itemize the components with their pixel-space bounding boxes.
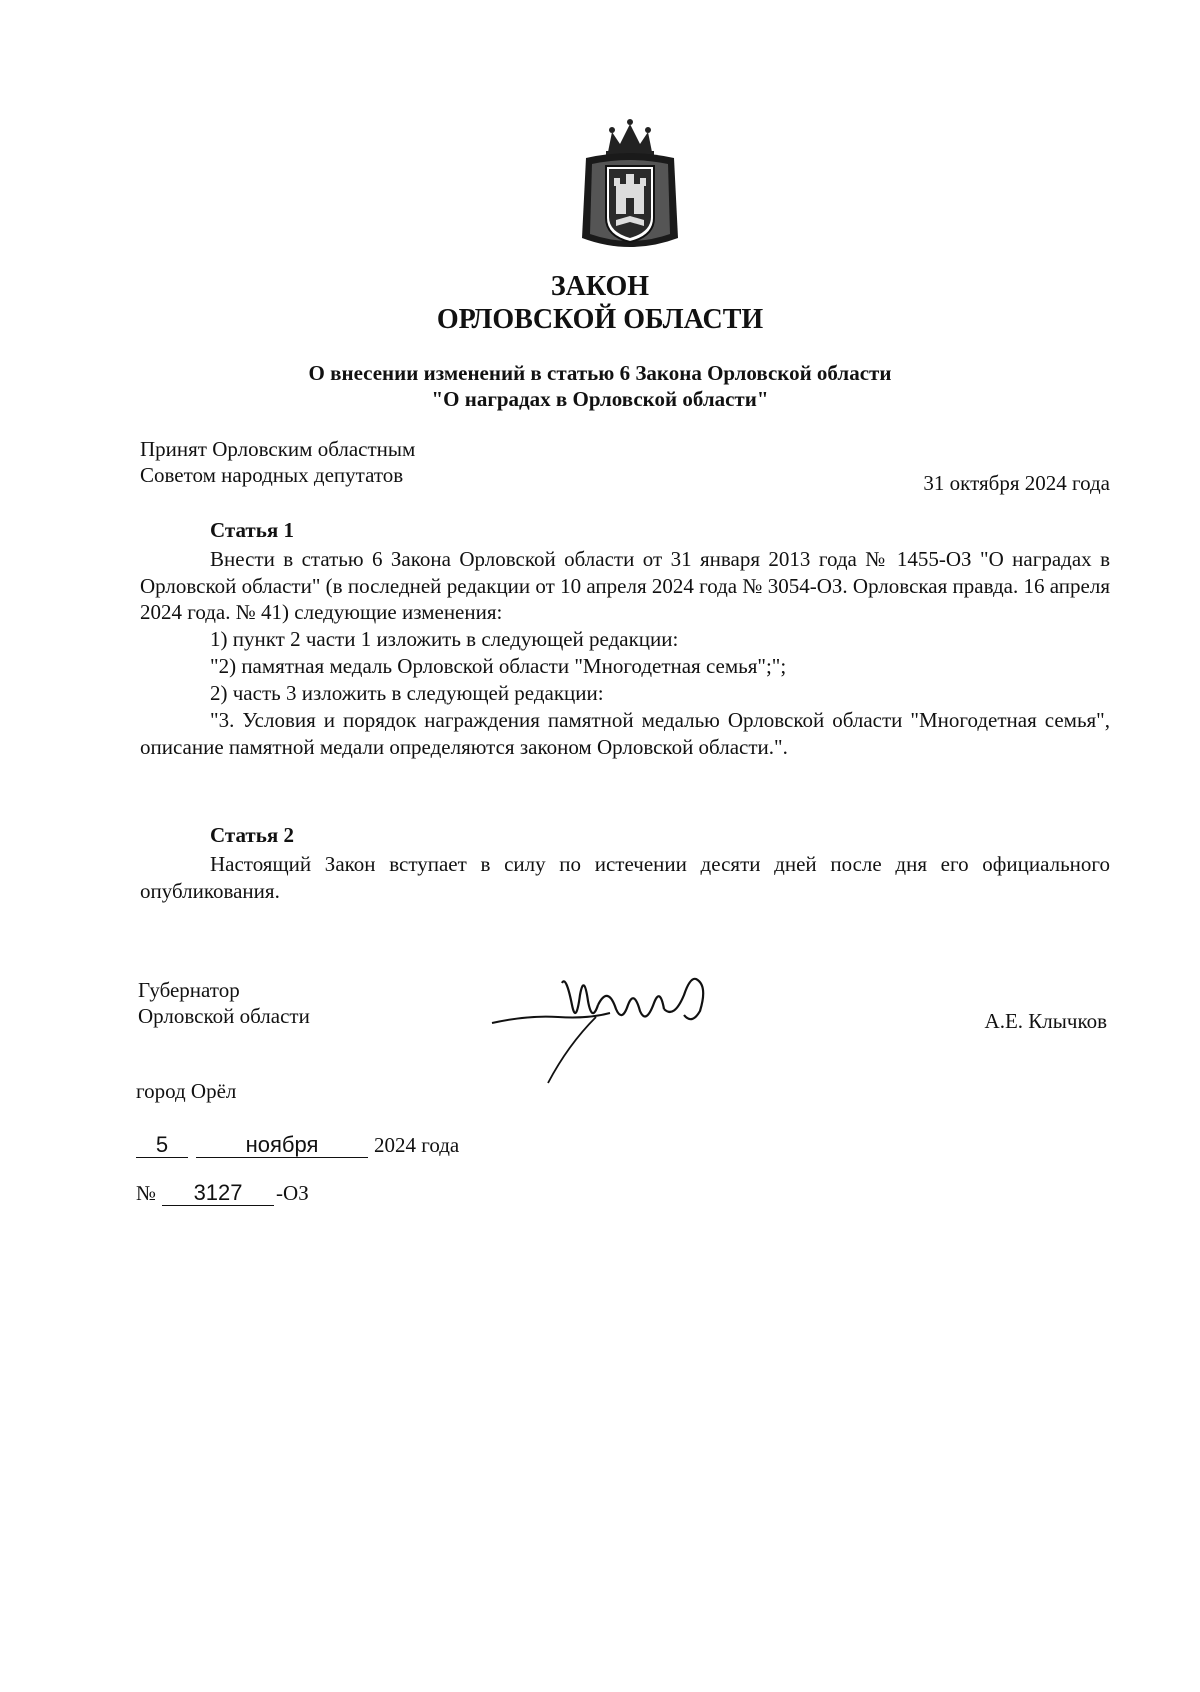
law-subtitle [0, 360, 1200, 412]
law-number [136, 1180, 309, 1206]
signing-year: 2024 года [374, 1133, 460, 1157]
article1-item1: 1) пункт 2 части 1 изложить в следующей редакции: [210, 627, 679, 651]
article1-item2: 2) часть 3 изложить в следующей редакции: [210, 681, 604, 705]
city-of-signing: город Орёл [136, 1079, 237, 1103]
handwritten-signature [488, 965, 728, 1087]
signatory-name: А.Е. Клычков [984, 1009, 1107, 1033]
adoption-date: 31 октября 2024 года [923, 471, 1110, 495]
law-title-line1: ЗАКОН [550, 271, 650, 302]
law-number-value: 3127 [162, 1181, 274, 1206]
signing-day: 5 [136, 1133, 188, 1158]
article1-item1-text: "2) памятная медаль Орловской области "Многодетная семья";"; [210, 654, 787, 678]
signatory-title-line2: Орловской области [138, 1004, 310, 1028]
signing-date [136, 1132, 459, 1158]
article2-text: Настоящий Закон вступает в силу по истечении десяти дней после дня его официального опубликования. [140, 852, 1110, 903]
adoption-line1: Принят Орловским областным [140, 437, 416, 461]
signing-month: ноября [196, 1133, 368, 1158]
article1-item2-text: "3. Условия и порядок награждения памятной медалью Орловской области "Многодетная семья", описание памятной медали определяются законом Орловской области.". [140, 708, 1110, 759]
law-number-suffix: -ОЗ [276, 1181, 309, 1205]
law-subtitle-line1: О внесении изменений в статью 6 Закона Орловской области [308, 361, 892, 385]
law-subtitle-line2: "О наградах в Орловской области" [431, 387, 769, 411]
signatory-title-line1: Губернатор [138, 978, 240, 1002]
article2-heading: Статья 2 [210, 823, 294, 847]
adoption-note [140, 436, 415, 488]
law-title [0, 270, 1200, 336]
coat-of-arms-icon [578, 118, 682, 256]
law-number-prefix: № [136, 1181, 157, 1205]
article1-intro: Внести в статью 6 Закона Орловской области от 31 января 2013 года № 1455-ОЗ "О наградах в Орловской области" (в последней редакции от 10 апреля 2024 года № 3054-ОЗ. Орловская правда. 16 апреля 2024 года. № 41) следующие изменения: [140, 547, 1110, 624]
article1-heading: Статья 1 [210, 518, 294, 542]
law-title-line2: ОРЛОВСКОЙ ОБЛАСТИ [436, 304, 764, 335]
signatory-title [138, 977, 310, 1029]
adoption-line2: Советом народных депутатов [140, 463, 404, 487]
